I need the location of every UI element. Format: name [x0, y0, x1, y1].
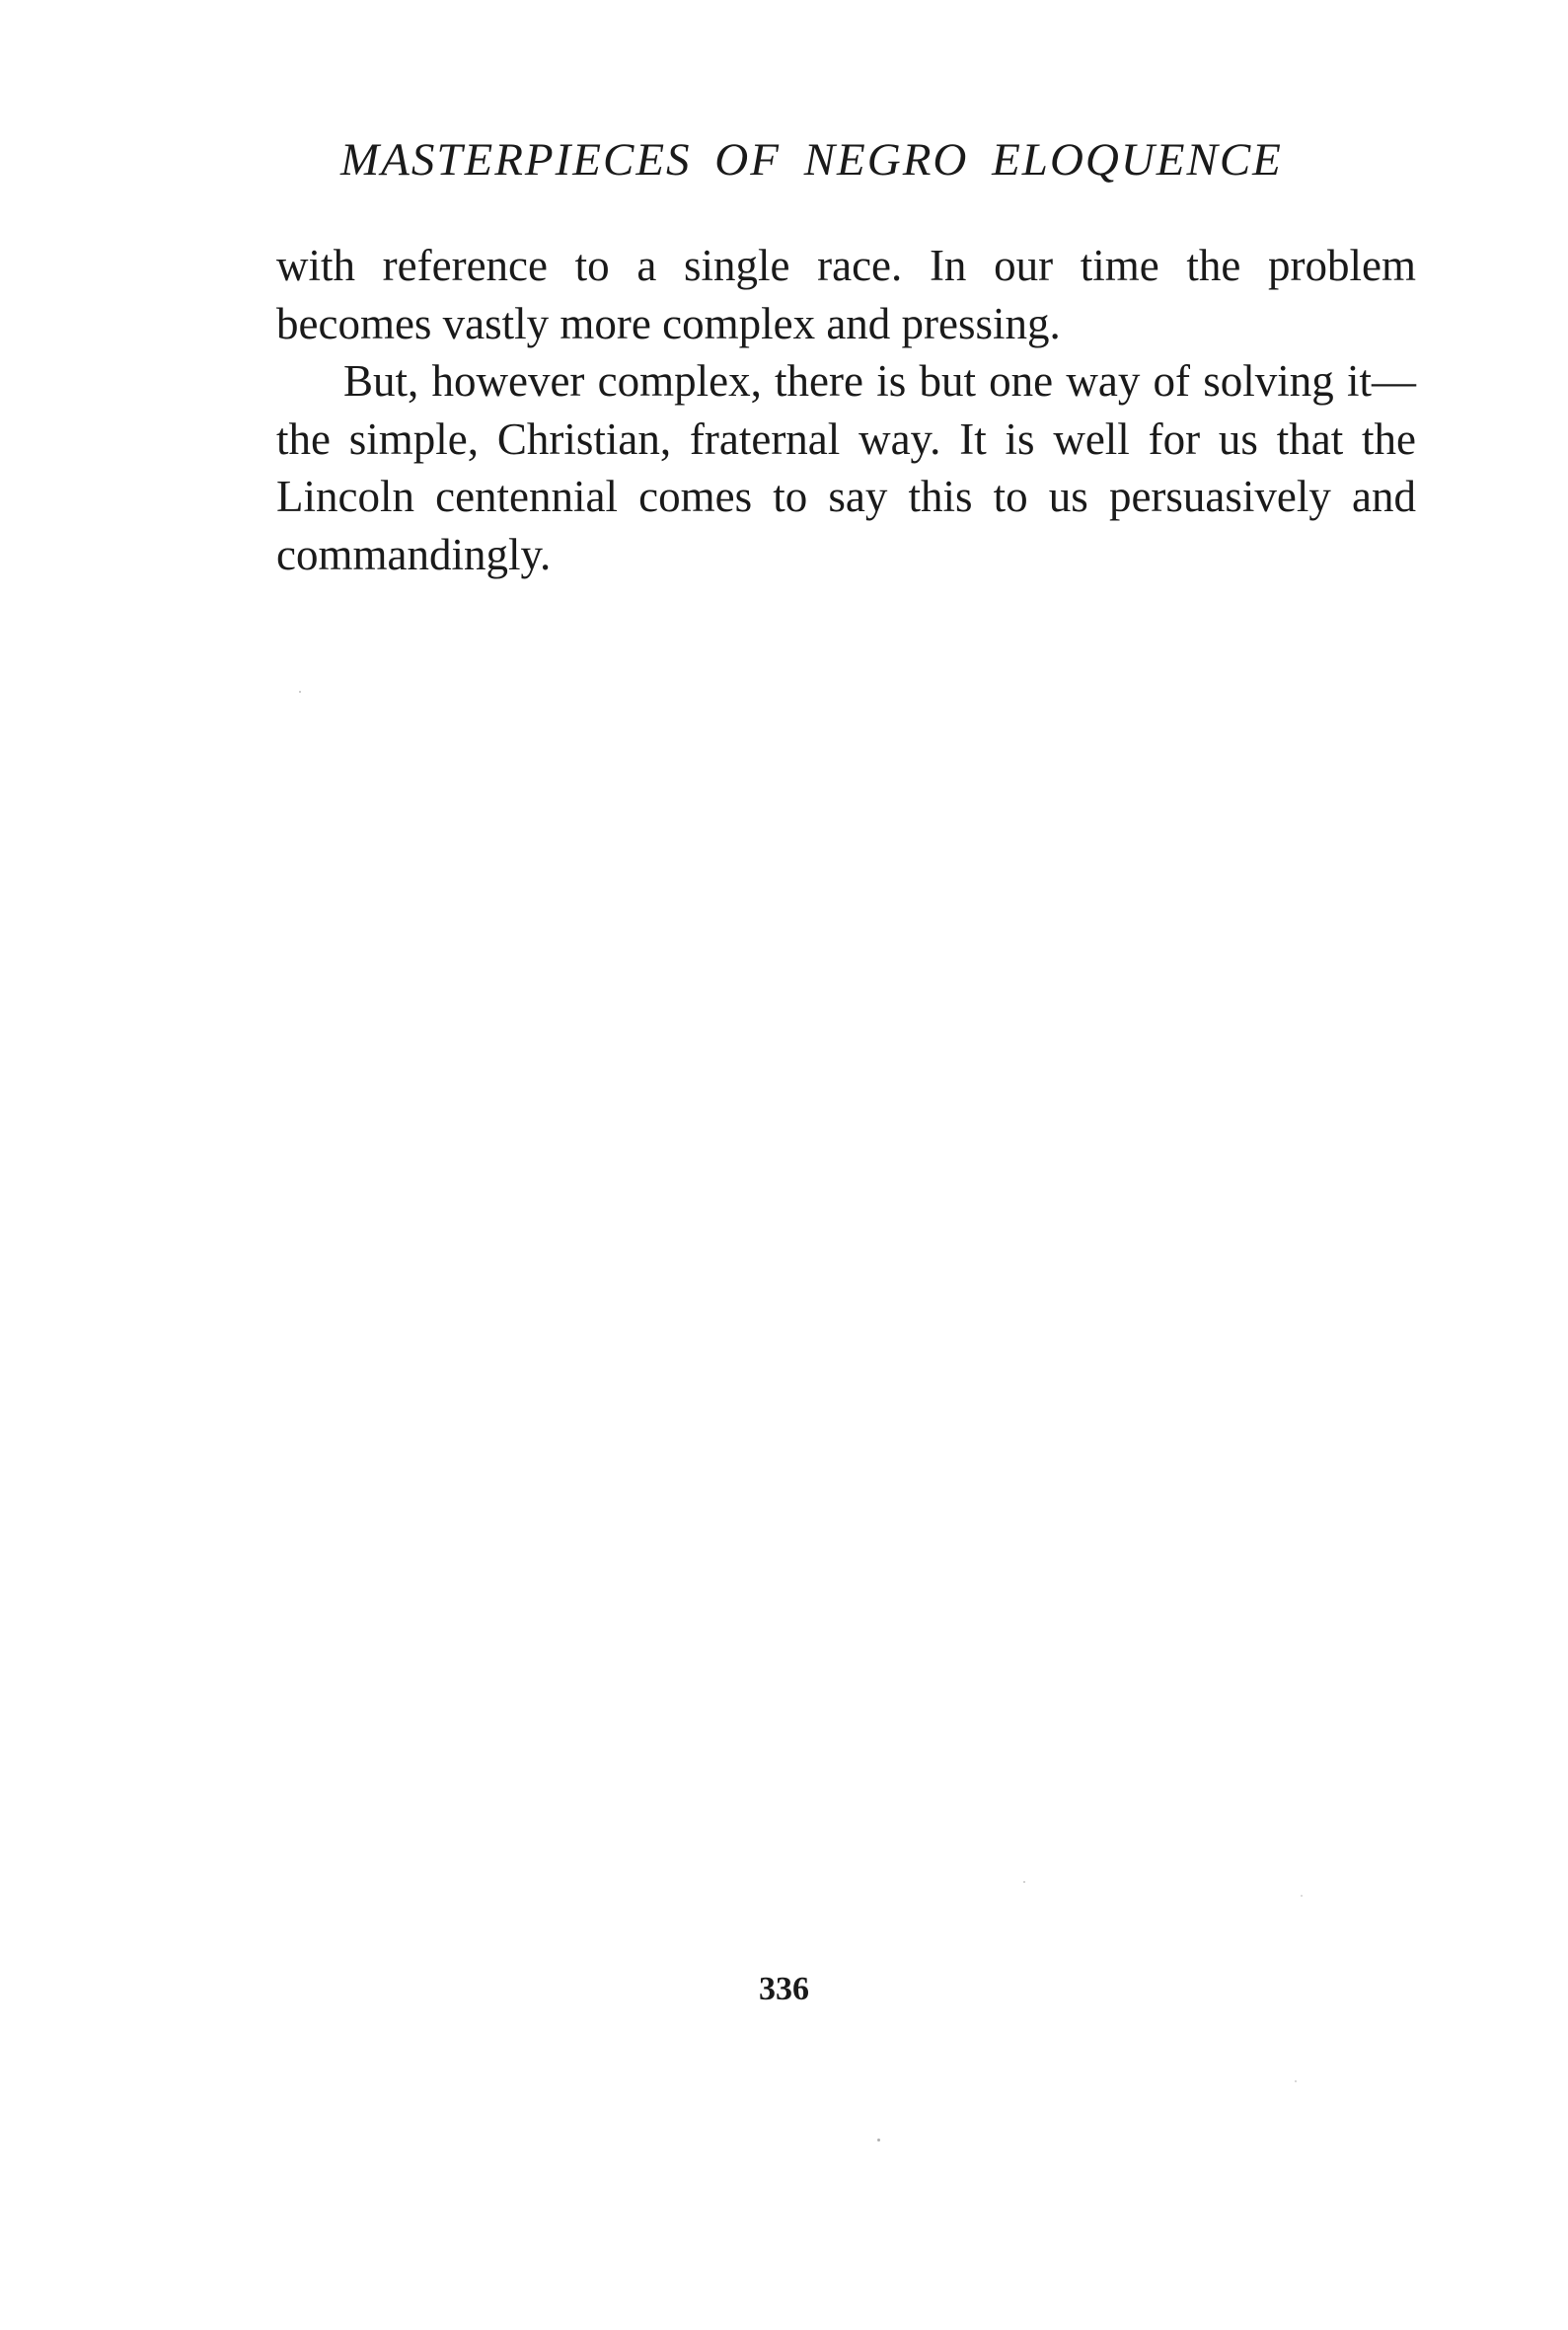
paragraph-2: But, however complex, there is but one way of solving it—the simple, Christian, fraternal way. It is well for us that the Lincoln centennial comes to say this to us persuasively and commandingly. — [276, 356, 1416, 579]
scan-speck — [1301, 1895, 1303, 1897]
scan-speck — [299, 691, 301, 693]
scan-speck — [1023, 1881, 1025, 1883]
scan-speck — [877, 2139, 880, 2142]
page-number: 336 — [759, 1971, 809, 2007]
running-head: MASTERPIECES OF NEGRO ELOQUENCE — [340, 134, 1283, 186]
body-text — [276, 237, 1416, 583]
paragraph-1: with reference to a single race. In our time the problem becomes vastly more complex and pressing. — [276, 241, 1416, 348]
scan-speck — [1295, 2080, 1297, 2082]
